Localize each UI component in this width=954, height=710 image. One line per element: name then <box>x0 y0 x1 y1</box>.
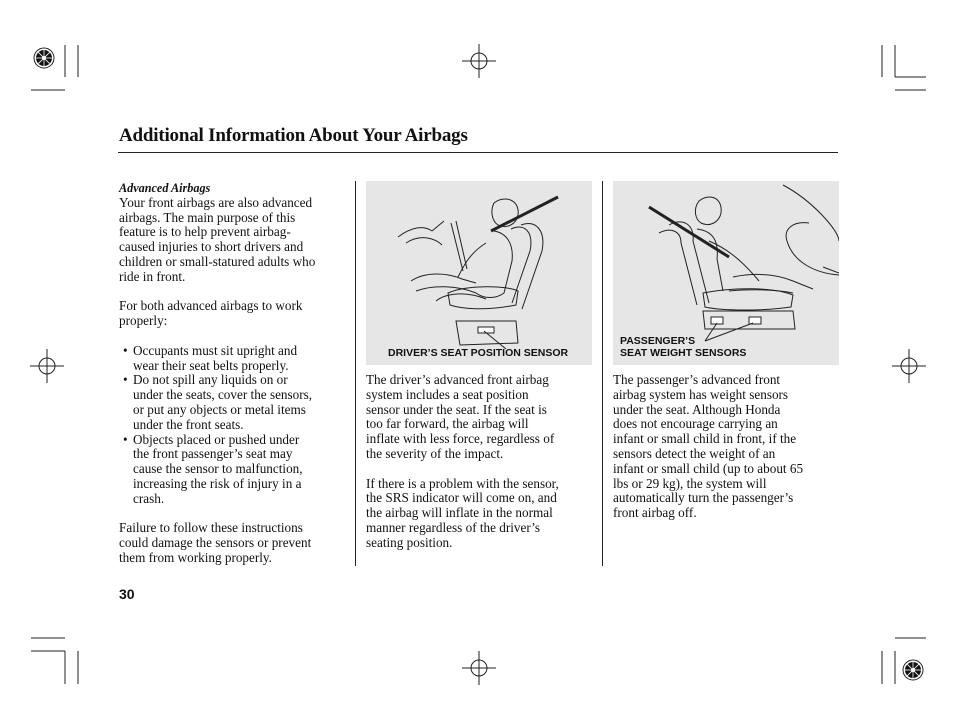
passenger-sensor-paragraph <box>613 373 843 521</box>
text-line: sensor under the seat. If the seat is <box>366 401 547 417</box>
column-divider <box>602 181 603 566</box>
registration-target-icon <box>34 48 54 68</box>
text-line: them from working properly. <box>119 549 272 565</box>
passenger-figure-caption <box>620 335 746 359</box>
text-line: front airbag off. <box>613 505 697 521</box>
list-item <box>119 344 351 374</box>
text-line: properly: <box>119 313 168 329</box>
text-line: children or small-statured adults who <box>119 253 316 269</box>
text-line: ride in front. <box>119 268 186 284</box>
text-line: increasing the risk of injury in a <box>133 475 302 491</box>
text-line: Objects placed or pushed under <box>133 431 300 447</box>
text-line: The driver’s advanced front airbag <box>366 372 549 387</box>
text-line: or put any objects or metal items <box>133 401 306 417</box>
driver-sensor-paragraph <box>366 373 598 462</box>
text-line: the severity of the impact. <box>366 445 504 461</box>
middle-column <box>366 373 598 551</box>
warning-paragraph <box>119 521 351 565</box>
text-line: lbs or 29 kg), the system will <box>613 475 767 491</box>
requirement-paragraph <box>119 299 351 329</box>
text-line: seating position. <box>366 534 453 550</box>
sensor-problem-paragraph <box>366 477 598 551</box>
text-line: If there is a problem with the sensor, <box>366 475 559 491</box>
text-line: Failure to follow these instructions <box>119 520 303 536</box>
text-line: cause the sensor to malfunction, <box>133 461 303 477</box>
bullet-icon: • <box>123 372 128 388</box>
page-number: 30 <box>119 586 135 602</box>
column-divider <box>355 181 356 566</box>
text-line: For both advanced airbags to work <box>119 298 303 314</box>
text-line: Do not spill any liquids on or <box>133 372 288 388</box>
title-rule <box>118 152 838 153</box>
text-line: under the seats, cover the sensors, <box>133 387 313 403</box>
text-line: airbag system has weight sensors <box>613 386 789 402</box>
driver-figure-caption: DRIVER’S SEAT POSITION SENSOR <box>388 347 569 359</box>
text-line: airbags. The main purpose of this <box>119 209 296 225</box>
text-line: sensors detect the weight of an <box>613 445 776 461</box>
text-line: too far forward, the airbag will <box>366 416 529 432</box>
text-line: system includes a seat position <box>366 386 529 402</box>
text-line: The passenger’s advanced front <box>613 372 781 387</box>
right-column <box>613 373 843 521</box>
text-line: under the front seats. <box>133 416 244 432</box>
text-line: Your front airbags are also advanced <box>119 194 313 210</box>
bullet-list <box>119 344 351 507</box>
text-line: inflate with less force, regardless of <box>366 431 555 447</box>
text-line: caused injuries to short drivers and <box>119 239 304 255</box>
text-line: wear their seat belts properly. <box>133 357 289 373</box>
text-line: infant or small child (up to about 65 <box>613 460 804 476</box>
intro-paragraph <box>119 196 351 285</box>
driver-seat-figure <box>366 181 592 365</box>
text-line: the SRS indicator will come on, and <box>366 490 557 506</box>
bullet-icon: • <box>123 431 128 447</box>
left-column <box>119 181 351 566</box>
section-subheading: Advanced Airbags <box>119 181 211 195</box>
caption-line: PASSENGER’S <box>620 335 696 347</box>
bullet-icon: • <box>123 342 128 358</box>
text-line: feature is to help prevent airbag- <box>119 224 291 240</box>
list-item <box>119 373 351 432</box>
text-line: under the seat. Although Honda <box>613 401 781 417</box>
text-line: infant or small child in front, if the <box>613 431 797 447</box>
text-line: crash. <box>133 490 165 506</box>
registration-target-icon <box>903 660 923 680</box>
text-line: the front passenger’s seat may <box>133 446 293 462</box>
text-line: manner regardless of the driver’s <box>366 519 541 535</box>
text-line: could damage the sensors or prevent <box>119 535 312 551</box>
text-line: does not encourage carrying an <box>613 416 778 432</box>
text-line: automatically turn the passenger’s <box>613 490 794 506</box>
list-item <box>119 433 351 507</box>
page-title: Additional Information About Your Airbags <box>119 125 468 146</box>
caption-line: SEAT WEIGHT SENSORS <box>620 347 747 359</box>
text-line: the airbag will inflate in the normal <box>366 505 553 521</box>
driver-seat-illustration <box>366 181 592 365</box>
text-line: Occupants must sit upright and <box>133 342 298 358</box>
